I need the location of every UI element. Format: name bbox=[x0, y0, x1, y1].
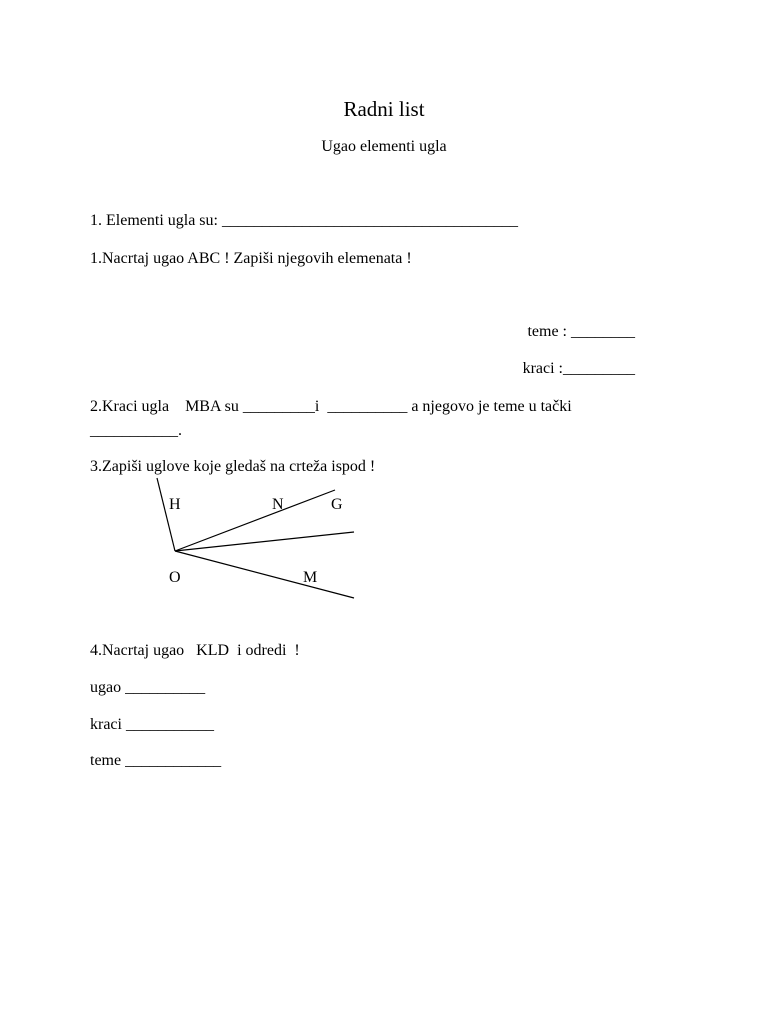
question-4-teme-blank: teme ____________ bbox=[90, 752, 222, 769]
ray-OM bbox=[175, 551, 354, 598]
ray-OG bbox=[175, 490, 335, 551]
question-4-kraci-blank: kraci ___________ bbox=[90, 716, 214, 733]
label-O: O bbox=[169, 569, 181, 586]
ray-middle bbox=[175, 532, 354, 551]
label-G: G bbox=[331, 496, 343, 513]
question-4: 4.Nacrtaj ugao KLD i odredi ! bbox=[90, 642, 300, 659]
ray-OH bbox=[157, 478, 175, 551]
page-subtitle: Ugao elementi ugla bbox=[321, 138, 447, 155]
question-2-line-2: ___________. bbox=[90, 422, 182, 439]
label-N: N bbox=[272, 496, 284, 513]
question-1-teme-blank: teme : ________ bbox=[527, 323, 635, 340]
angle-figure bbox=[150, 474, 360, 604]
page-title: Radni list bbox=[343, 97, 425, 121]
label-M: M bbox=[303, 569, 318, 586]
question-1-draw: 1.Nacrtaj ugao ABC ! Zapiši njegovih elemenata ! bbox=[90, 250, 412, 267]
question-3: 3.Zapiši uglove koje gledaš na crteža ispod ! bbox=[90, 458, 376, 475]
question-4-ugao-blank: ugao __________ bbox=[90, 679, 206, 696]
question-2-line-1: 2.Kraci ugla MBA su _________i __________ a njegovo je teme u tački bbox=[90, 398, 572, 415]
question-1-kraci-blank: kraci :_________ bbox=[522, 360, 635, 377]
label-H: H bbox=[169, 496, 181, 513]
question-1-elements: 1. Elementi ugla su: _____________________________________ bbox=[90, 212, 518, 229]
